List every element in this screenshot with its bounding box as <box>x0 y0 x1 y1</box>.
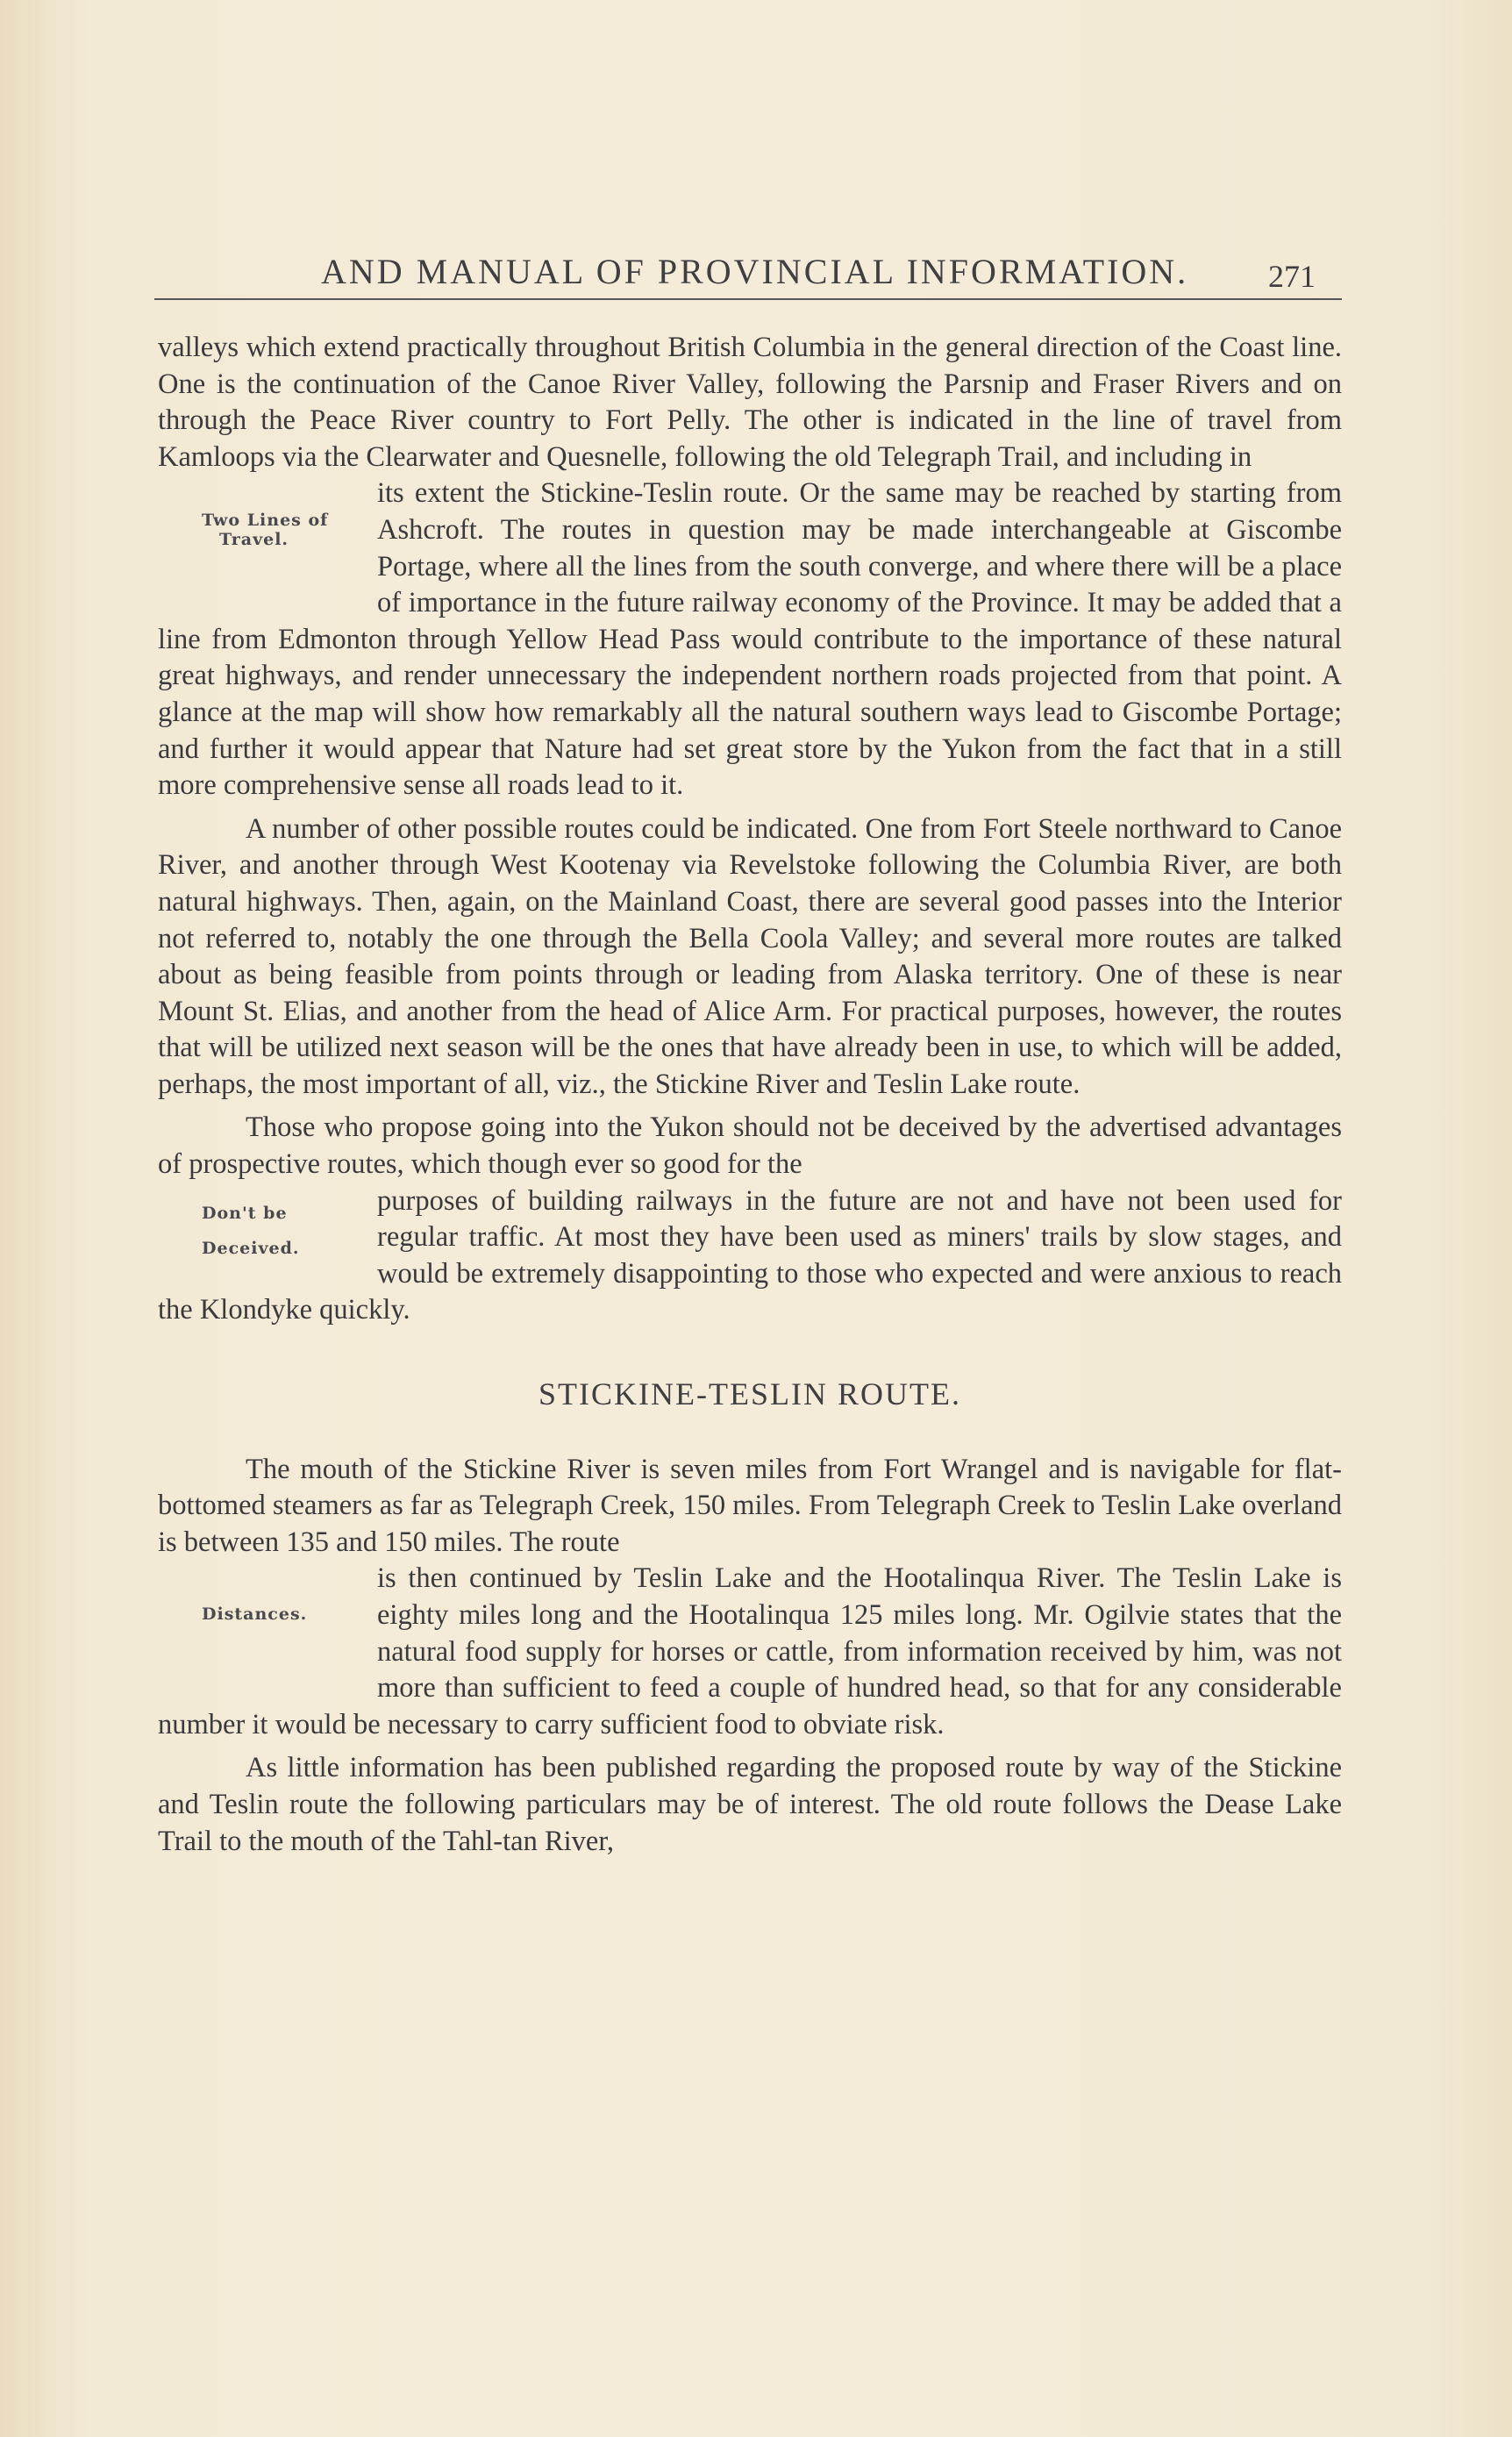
sidenote-line: Travel. <box>219 530 289 550</box>
running-head <box>154 251 1342 304</box>
sidenote-line: Distances. <box>202 1604 308 1625</box>
body-text <box>158 330 1342 1860</box>
paragraph-4b: is then continued by Teslin Lake and the Hootalinqua River. The Teslin Lake is eighty miles long and the Hootalinqua 125 miles long. Mr. Ogilvie states that the natural food supply for horses or cattle, from information received by him, was not more than sufficient to feed a couple of hundred head, so that for any considerable number it would be necessary to carry sufficient food to obviate risk. <box>158 1562 1342 1740</box>
sidenote-dont-be-deceived <box>158 1187 342 1261</box>
paragraph-3b: purposes of building railways in the future are not and have not been used for regular traffic. At most they have been used as miners' trails by slow stages, and would be extremely disappointing to those who expected and were anxious to reach the Klondyke quickly. <box>158 1184 1342 1326</box>
sidenote-line: Two Lines of <box>202 511 329 531</box>
sidenote-distances <box>158 1564 342 1673</box>
running-title: AND MANUAL OF PROVINCIAL INFORMATION. <box>321 252 1189 291</box>
header-rule <box>154 298 1342 300</box>
paragraph-4a: The mouth of the Stickine River is seven miles from Fort Wrangel and is navigable for flat-bottomed steamers as far as Telegraph Creek, 150 miles. From Telegraph Creek to Teslin Lake overland is between 135 and 150 miles. The route <box>158 1453 1342 1558</box>
paragraph-1b: its extent the Stickine-Teslin route. Or the same may be reached by starting from Ashcroft. The routes in question may be made interchangeable at Giscombe Portage, where all the lines from the south converge, and where there will be a place of importance in the future railway economy of the Province. It may be added that a line from Edmonton through Yellow Head Pass would contribute to the importance of these natural great highways, and render unnecessary the independent northern roads projected from that point. A glance at the map will show how remarkably all the natural southern ways lead to Giscombe Portage; and further it would appear that Nature had set great store by the Yukon from the fact that in a still more comprehensive sense all roads lead to it. <box>158 477 1342 802</box>
paragraph-1a: valleys which extend practically throughout British Columbia in the general direction of the Coast line. One is the continuation of the Canoe River Valley, following the Parsnip and Fraser Rivers and on through the Peace River country to Fort Pelly. The other is indicated in the line of travel from Kamloops via the Clearwater and Quesnelle, following the old Telegraph Trail, and including in <box>158 332 1342 473</box>
paragraph-5: As little information has been published regarding the proposed route by way of the Stickine and Teslin route the following particulars may be of interest. The old route follows the Dease Lake Trail to the mouth of the Tahl-tan River, <box>158 1752 1342 1857</box>
page-number: 271 <box>1268 259 1316 294</box>
paragraph-3a: Those who propose going into the Yukon should not be deceived by the advertised advantages of prospective routes, which though ever so good for the <box>158 1111 1342 1181</box>
sidenote-line: Don't be <box>202 1203 288 1223</box>
sidenote-line: Deceived. <box>202 1238 300 1258</box>
paragraph-2: A number of other possible routes could be indicated. One from Fort Steele northward to Canoe River, and another through West Kootenay via Revelstoke following the Columbia River, are both natural highways. Then, again, on the Mainland Coast, there are several good passes into the Interior not referred to, notably the one through the Bella Coola Valley; and several more routes are talked about as being feasible from points through or leading from Alaska territory. One of these is near Mount St. Elias, and another from the head of Alice Arm. For practical purposes, however, the routes that will be utilized next season will be the ones that have already been in use, to which will be added, perhaps, the most important of all, viz., the Stickine River and Teslin Lake route. <box>158 812 1342 1100</box>
section-heading: STICKINE-TESLIN ROUTE. <box>538 1376 961 1412</box>
sidenote-two-lines-of-travel <box>158 479 342 588</box>
